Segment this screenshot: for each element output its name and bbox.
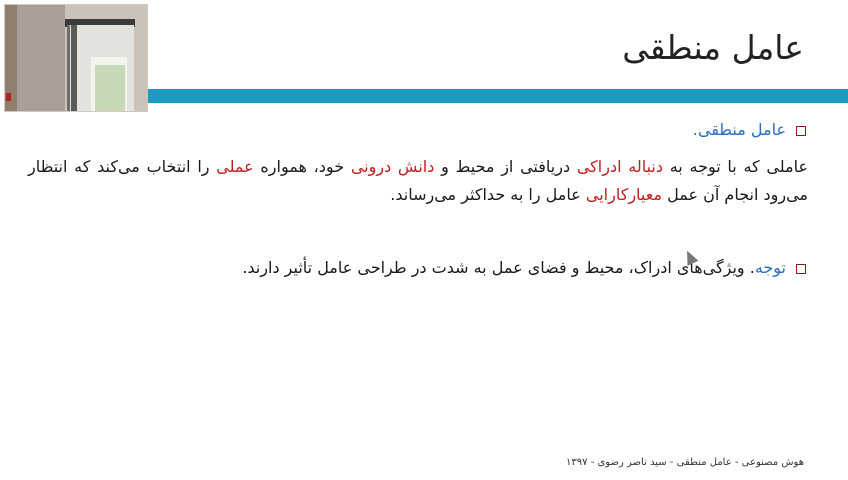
projector-pole	[71, 25, 77, 112]
highlight-action: عملی	[216, 157, 254, 176]
bullet-label: عامل منطقی.	[692, 120, 786, 139]
title-accent-bar	[148, 89, 848, 103]
paragraph-text: دریافتی از محیط و	[434, 157, 577, 176]
bullet-item-note	[242, 256, 806, 280]
paragraph-text: را انتخاب می‌کند که انتظار می‌رود انجام آن عمل	[28, 157, 808, 204]
highlight-percept-sequence: دنباله ادراکی	[576, 157, 663, 176]
bullet-square-icon	[796, 126, 806, 136]
paragraph-text: عامل را به حداکثر می‌رساند.	[390, 185, 586, 204]
slide-title: عامل منطقی	[622, 28, 804, 67]
note-text: . ویژگی‌های ادراک، محیط و فضای عمل به شدت در طراحی عامل تأثیر دارند.	[242, 258, 755, 277]
bullet-item-definition	[693, 118, 806, 142]
bullet-square-icon	[796, 264, 806, 274]
projected-image-content	[95, 65, 125, 111]
webcam-red-object	[6, 93, 11, 101]
slide-footer: هوش مصنوعی - عامل منطقی - سید ناصر رضوی - ۱۳۹۷	[566, 457, 804, 468]
highlight-performance-measure: معیارکارایی	[585, 185, 663, 204]
highlight-internal-knowledge: دانش درونی	[350, 157, 435, 176]
paragraph-text: عاملی که با توجه به	[663, 157, 809, 176]
definition-paragraph	[28, 153, 808, 209]
webcam-overlay	[4, 4, 148, 112]
paragraph-text: خود، همواره	[253, 157, 351, 176]
note-label: توجه	[754, 258, 786, 277]
